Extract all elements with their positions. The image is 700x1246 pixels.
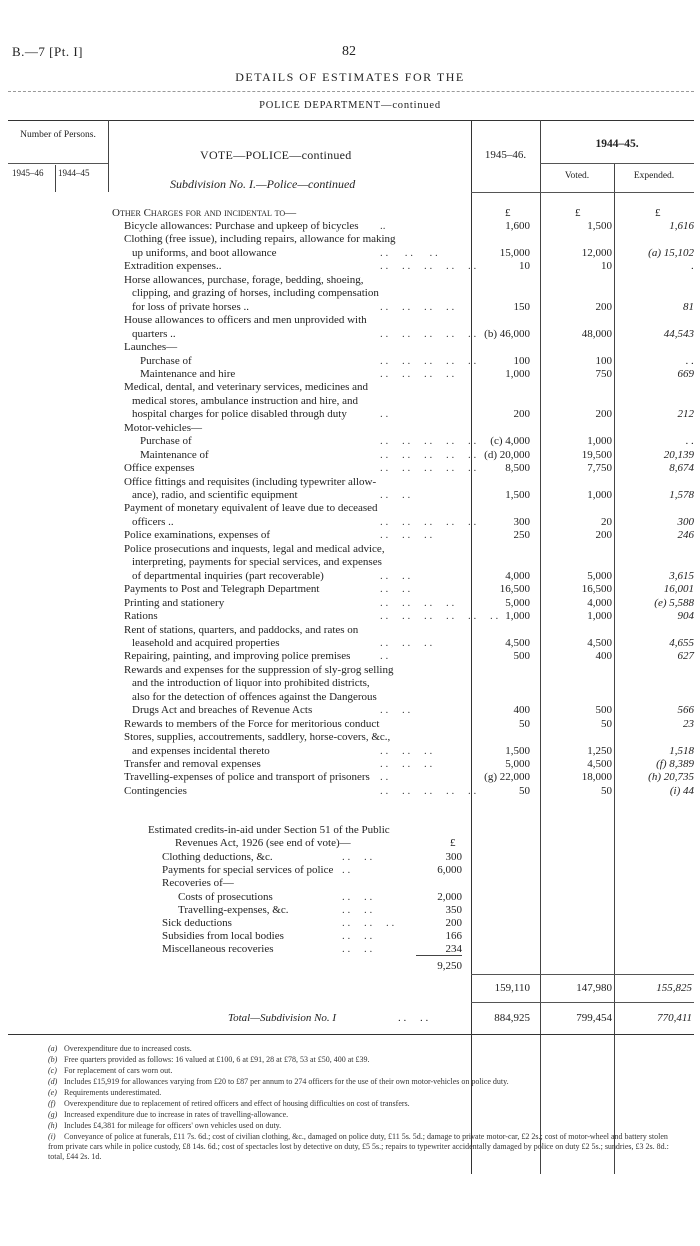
col-head-voted: Voted.	[564, 171, 590, 181]
row-description: also for the detection of offences against the Dangerous	[132, 690, 377, 703]
row-description: officers ..	[132, 515, 174, 528]
row-description: Transfer and removal expenses	[124, 758, 261, 770]
credit-item-leader: . . . .	[342, 943, 373, 956]
row-voted-1944-45: 500	[595, 704, 612, 717]
estimate-row	[0, 785, 700, 798]
row-leader: . . . . . .	[380, 529, 433, 542]
credit-item-amount: 2,000	[437, 890, 462, 903]
credit-item-amount: 350	[445, 903, 462, 916]
row-expended-1944-45: (a) 15,102	[648, 246, 694, 259]
row-expended-1944-45: . .	[685, 435, 694, 448]
row-description: Purchase of	[140, 354, 192, 367]
row-expended-1944-45: 246	[677, 529, 694, 542]
row-voted-1944-45: 200	[595, 529, 612, 542]
row-description: hospital charges for police disabled through duty	[132, 408, 347, 421]
estimate-row	[0, 247, 700, 260]
row-leader: . . . . . .	[380, 744, 433, 757]
row-voted-1944-45: 48,000	[581, 327, 612, 340]
row-description: Drugs Act and breaches of Revenue Acts	[132, 704, 313, 717]
row-expended-1944-45: 904	[677, 610, 694, 623]
estimate-row	[0, 489, 700, 502]
page-title: DETAILS OF ESTIMATES FOR THE	[235, 70, 465, 84]
row-description: up uniforms, and boot allowance	[132, 246, 277, 259]
estimate-row	[0, 624, 700, 637]
col-head-1945-46: 1945–46.	[484, 149, 527, 161]
total-label: Total—Subdivision No. I	[228, 1012, 337, 1024]
row-description: Launches—	[124, 341, 178, 354]
currency-expended: £	[655, 207, 661, 219]
number-of-persons-head: Number of Persons.	[20, 130, 96, 140]
row-voted-1944-45: 18,000	[581, 771, 612, 784]
row-description: Rewards to members of the Force for meritorious conduct	[124, 717, 380, 730]
estimate-row	[0, 449, 700, 462]
row-voted-1944-45: 4,500	[587, 636, 612, 649]
row-voted-1944-45: 100	[595, 354, 612, 367]
row-leader: . . . . . . . . . .	[380, 354, 477, 367]
credits-heading-2: Revenues Act, 1926 (see end of vote)—	[175, 837, 351, 849]
row-description: Rations	[124, 610, 158, 623]
footnote-label: (d)	[48, 1077, 58, 1086]
credits-currency: £	[450, 837, 456, 849]
footnote-label: (i)	[48, 1132, 56, 1141]
estimate-row	[0, 476, 700, 489]
row-estimate-1945-46: 15,000	[499, 246, 530, 259]
row-leader: . . . . . . . . . .	[380, 515, 477, 528]
row-voted-1944-45: 20	[601, 515, 612, 528]
page-number: 82	[342, 44, 356, 59]
row-description: Rent of stations, quarters, and paddocks, and rates on	[124, 623, 359, 636]
row-description: Police prosecutions and inquests, legal and medical advice,	[124, 542, 385, 555]
row-description: Horse allowances, purchase, forage, bedding, shoeing,	[124, 273, 364, 286]
estimate-row	[0, 731, 700, 744]
row-expended-1944-45: 1,578	[669, 489, 694, 501]
page-reference: B.—7 [Pt. I]	[12, 44, 83, 59]
estimate-row	[0, 691, 700, 704]
estimate-row	[0, 650, 700, 663]
estimate-row	[0, 368, 700, 381]
credit-item-label: Costs of prosecutions	[178, 890, 273, 903]
row-estimate-1945-46: 16,500	[499, 583, 530, 596]
estimate-row	[0, 395, 700, 408]
credit-item-amount: 200	[445, 917, 462, 929]
row-leader: . . . . . . . .	[380, 300, 455, 313]
row-expended-1944-45: 4,655	[669, 636, 694, 649]
estimate-row	[0, 301, 700, 314]
credit-item-leader: . . . .	[342, 851, 373, 863]
year-subhead-rule	[540, 163, 694, 164]
estimate-row	[0, 220, 700, 233]
row-description: Travelling-expenses of police and transport of prisoners	[124, 771, 370, 784]
estimate-row	[0, 583, 700, 596]
estimate-row	[0, 704, 700, 717]
estimate-row	[0, 771, 700, 784]
estimate-row	[0, 529, 700, 542]
row-estimate-1945-46: 50	[519, 784, 530, 797]
row-expended-1944-45: .	[691, 260, 694, 273]
row-expended-1944-45: 20,139	[663, 448, 694, 461]
row-leader: . . . . . . . . . .	[380, 784, 477, 797]
row-leader: . . . . . . . . . .	[380, 435, 477, 448]
row-description: Office fittings and requisites (including typewriter allow-	[124, 475, 377, 488]
row-expended-1944-45: 3,615	[669, 569, 694, 582]
credit-item-amount: 234	[445, 943, 462, 956]
row-description: medical stores, ambulance instruction and hire, and	[132, 394, 359, 407]
row-estimate-1945-46: 150	[513, 300, 530, 313]
row-estimate-1945-46: (b) 46,000	[484, 327, 530, 340]
row-leader: . .	[380, 650, 389, 663]
row-leader: ..	[380, 220, 386, 232]
footnote	[48, 1044, 678, 1054]
row-estimate-1945-46: 5,000	[505, 596, 530, 609]
estimate-row	[0, 758, 700, 771]
row-estimate-1945-46: 10	[519, 260, 530, 273]
row-estimate-1945-46: (d) 20,000	[484, 448, 530, 461]
row-leader: . . . . . . . . . .	[380, 448, 477, 461]
row-estimate-1945-46: 50	[519, 717, 530, 730]
row-estimate-1945-46: 100	[513, 354, 530, 367]
footnote-text: Free quarters provided as follows: 16 valued at £100, 6 at £91, 28 at £78, 53 at £50, 400 at £39.	[62, 1055, 370, 1064]
row-voted-1944-45: 4,000	[587, 596, 612, 609]
footnote	[48, 1099, 678, 1109]
row-voted-1944-45: 1,000	[587, 489, 612, 501]
row-expended-1944-45: (f) 8,389	[656, 758, 694, 770]
footnote	[48, 1055, 678, 1065]
estimate-row	[0, 274, 700, 287]
estimate-row	[0, 287, 700, 300]
estimate-row	[0, 556, 700, 569]
row-voted-1944-45: 1,500	[587, 220, 612, 232]
department-title: POLICE DEPARTMENT—continued	[259, 100, 441, 111]
credit-item-label: Subsidies from local bodies	[162, 930, 284, 943]
row-expended-1944-45: 627	[677, 650, 694, 663]
estimate-row	[0, 341, 700, 354]
subtotal-expended: 155,825	[656, 982, 692, 994]
row-description: House allowances to officers and men unprovided with	[124, 314, 367, 327]
row-expended-1944-45: 16,001	[663, 583, 694, 596]
row-description: Clothing (free issue), including repairs, allowance for making	[124, 233, 396, 246]
total-leader: . . . .	[398, 1012, 429, 1024]
row-description: Extradition expenses..	[124, 260, 222, 273]
row-estimate-1945-46: 1,500	[505, 489, 530, 501]
row-voted-1944-45: 4,500	[587, 758, 612, 770]
header-rule	[8, 91, 694, 92]
footnote	[48, 1121, 678, 1131]
row-expended-1944-45: 566	[677, 704, 694, 717]
estimate-row	[0, 637, 700, 650]
vote-heading: VOTE—POLICE—continued	[200, 148, 352, 162]
footnote	[48, 1110, 678, 1120]
row-description: Repairing, painting, and improving police premises	[124, 650, 351, 663]
estimate-row	[0, 381, 700, 394]
row-expended-1944-45: 300	[677, 515, 694, 528]
subtotal-rule	[471, 974, 694, 975]
row-description: leasehold and acquired properties	[132, 636, 280, 649]
row-leader: . .	[380, 408, 389, 421]
footnote-label: (b)	[48, 1055, 58, 1064]
row-voted-1944-45: 1,000	[587, 610, 612, 623]
credit-item-label: Recoveries of—	[162, 877, 234, 890]
credit-item-leader: . . . .	[342, 890, 373, 903]
estimate-row	[0, 543, 700, 556]
row-estimate-1945-46: 1,000	[505, 610, 530, 623]
footnote-label: (c)	[48, 1066, 57, 1075]
total-rule	[471, 1002, 694, 1003]
row-leader: . . . . . .	[380, 758, 433, 770]
footnote-label: (e)	[48, 1088, 57, 1097]
row-description: quarters ..	[132, 327, 176, 340]
estimate-row	[0, 597, 700, 610]
row-description: clipping, and grazing of horses, including compensation	[132, 287, 379, 300]
estimate-row	[0, 233, 700, 246]
row-estimate-1945-46: 300	[513, 515, 530, 528]
row-leader: . . . . . . . . . .	[380, 462, 477, 475]
persons-year-b: 1944–45	[58, 168, 90, 178]
total-voted: 799,454	[576, 1012, 612, 1024]
row-description: Police examinations, expenses of	[124, 529, 271, 542]
row-expended-1944-45: 212	[677, 408, 694, 421]
row-description: Medical, dental, and veterinary services, medicines and	[124, 381, 369, 394]
row-description: and expenses incidental thereto	[132, 744, 270, 757]
persons-divider	[108, 120, 109, 192]
row-leader: . . . .	[380, 583, 411, 596]
row-estimate-1945-46: 1,600	[505, 220, 530, 232]
row-voted-1944-45: 7,750	[587, 462, 612, 475]
persons-rule	[8, 163, 108, 164]
footnote	[48, 1066, 678, 1076]
row-voted-1944-45: 1,250	[587, 744, 612, 757]
credit-item-label: Sick deductions	[162, 917, 232, 929]
row-estimate-1945-46: 1,500	[505, 744, 530, 757]
credits-total: 9,250	[437, 960, 462, 972]
row-expended-1944-45: 1,616	[669, 220, 694, 232]
row-expended-1944-45: 669	[677, 367, 694, 380]
footnote-text: Includes £4,381 for mileage for officers' own vehicles used on duty.	[62, 1121, 282, 1130]
row-description: interpreting, payments for special services, and expenses	[132, 556, 382, 569]
row-description: Payment of monetary equivalent of leave due to deceased	[124, 502, 378, 515]
row-leader: . . . .	[380, 489, 411, 501]
row-description: ance), radio, and scientific equipment	[132, 489, 298, 501]
row-description: Maintenance of	[140, 448, 209, 461]
row-estimate-1945-46: 200	[513, 408, 530, 421]
footnote-text: For replacement of cars worn out.	[62, 1066, 173, 1075]
credit-item-label: Clothing deductions, &c.	[162, 851, 273, 863]
row-estimate-1945-46: 4,500	[505, 636, 530, 649]
row-expended-1944-45: . .	[685, 354, 694, 367]
total-expended: 770,411	[657, 1012, 692, 1024]
row-estimate-1945-46: 8,500	[505, 462, 530, 475]
colhead-bottom-rule	[471, 192, 694, 193]
row-leader: . . . .	[380, 569, 411, 582]
footnote-label: (f)	[48, 1099, 56, 1108]
row-leader: . .	[380, 771, 389, 784]
row-expended-1944-45: (e) 5,588	[654, 596, 694, 609]
footnote-label: (g)	[48, 1110, 58, 1119]
credit-item-leader: . . . . . .	[342, 917, 395, 929]
row-leader: . . . . . .	[380, 636, 433, 649]
row-voted-1944-45: 12,000	[581, 246, 612, 259]
row-voted-1944-45: 5,000	[587, 569, 612, 582]
estimate-row	[0, 677, 700, 690]
row-expended-1944-45: (h) 20,735	[648, 771, 694, 784]
row-voted-1944-45: 200	[595, 408, 612, 421]
credits-total-rule	[416, 955, 462, 956]
row-estimate-1945-46: 500	[513, 650, 530, 663]
footnote-text: Overexpenditure due to increased costs.	[62, 1044, 192, 1053]
footnote	[48, 1088, 678, 1098]
table-bottom-rule	[8, 1034, 694, 1035]
row-description: Printing and stationery	[124, 596, 225, 609]
row-description: for loss of private horses ..	[132, 300, 250, 313]
footnote-text: Requirements underestimated.	[62, 1088, 162, 1097]
row-description: Office expenses	[124, 462, 195, 475]
estimate-row	[0, 435, 700, 448]
row-voted-1944-45: 400	[595, 650, 612, 663]
persons-year-a: 1945–46	[12, 168, 44, 178]
row-description: Purchase of	[140, 435, 192, 448]
row-estimate-1945-46: (c) 4,000	[490, 435, 530, 448]
estimate-row	[0, 664, 700, 677]
col-head-1944-45: 1944–45.	[595, 138, 639, 150]
row-voted-1944-45: 16,500	[581, 583, 612, 596]
row-estimate-1945-46: (g) 22,000	[484, 771, 530, 784]
persons-year-divider	[55, 165, 56, 192]
row-expended-1944-45: 23	[683, 717, 694, 730]
row-leader: . . . . . . . . . . . .	[380, 610, 499, 623]
row-expended-1944-45: 44,543	[663, 327, 694, 340]
row-estimate-1945-46: 5,000	[505, 758, 530, 770]
estimate-row	[0, 355, 700, 368]
estimate-row	[0, 745, 700, 758]
row-description: Stores, supplies, accoutrements, saddlery, horse-covers, &c.,	[124, 731, 391, 744]
credit-item-label: Miscellaneous recoveries	[162, 943, 274, 956]
credit-item-label: Travelling-expenses, &c.	[178, 903, 289, 916]
total-est: 884,925	[494, 1012, 530, 1024]
table-top-rule	[8, 120, 694, 121]
row-voted-1944-45: 200	[595, 300, 612, 313]
row-voted-1944-45: 50	[601, 717, 612, 730]
footnote-text: Includes £15,919 for allowances varying from £20 to £87 per annum to 274 officers for the use of their own motor-vehicles on police duty.	[62, 1077, 509, 1086]
row-leader: . . . .	[380, 704, 411, 717]
estimate-row	[0, 462, 700, 475]
estimate-row	[0, 328, 700, 341]
row-expended-1944-45: 1,518	[669, 744, 694, 757]
row-estimate-1945-46: 250	[513, 529, 530, 542]
footnote-label: (a)	[48, 1044, 58, 1053]
currency-voted: £	[575, 207, 581, 219]
estimate-row	[0, 718, 700, 731]
row-expended-1944-45: 8,674	[669, 462, 694, 475]
row-description: of departmental inquiries (part recoverable)	[132, 569, 324, 582]
row-leader: . . . . . . . .	[380, 367, 455, 380]
credits-heading-1: Estimated credits-in-aid under Section 51 of the Public	[148, 824, 390, 836]
row-description: and the introduction of liquor into prohibited districts,	[132, 677, 370, 690]
credit-item-leader: . . . .	[342, 903, 373, 916]
credit-item-leader: . .	[342, 864, 351, 877]
row-leader: . . . . . . . .	[380, 596, 455, 609]
footnote	[48, 1132, 678, 1162]
credit-item-amount: 166	[445, 930, 462, 943]
estimate-row	[0, 570, 700, 583]
row-voted-1944-45: 19,500	[581, 448, 612, 461]
row-estimate-1945-46: 1,000	[505, 367, 530, 380]
credit-item-label: Payments for special services of police	[162, 864, 334, 877]
row-description: Contingencies	[124, 784, 187, 797]
estimate-row	[0, 422, 700, 435]
subtotal-voted: 147,980	[576, 982, 612, 994]
row-leader: . . . . . .	[380, 246, 438, 259]
row-leader: . . . . . . . . . .	[380, 327, 477, 340]
estimate-row	[0, 610, 700, 623]
credit-item-amount: 300	[445, 851, 462, 863]
section-heading: Other Charges for and incidental to—	[112, 207, 297, 219]
col-head-expended: Expended.	[633, 171, 675, 181]
currency-est: £	[505, 207, 511, 219]
footnote-label: (h)	[48, 1121, 58, 1130]
row-description: Payments to Post and Telegraph Department	[124, 583, 320, 596]
estimate-row	[0, 260, 700, 273]
credit-item-amount: 6,000	[437, 864, 462, 877]
row-expended-1944-45: (i) 44	[669, 784, 694, 797]
row-voted-1944-45: 50	[601, 784, 612, 797]
estimate-row	[0, 408, 700, 421]
row-leader: . . . . . . . . . .	[380, 260, 477, 273]
row-description: Maintenance and hire	[140, 367, 236, 380]
row-description: Motor-vehicles—	[124, 421, 202, 434]
estimate-row	[0, 314, 700, 327]
footnote-text: Overexpenditure due to replacement of retired officers and effect of housing difficulties on cost of transfers.	[62, 1099, 410, 1108]
row-voted-1944-45: 750	[595, 367, 612, 380]
subdivision-heading: Subdivision No. I.—Police—continued	[170, 177, 356, 191]
footnote	[48, 1077, 678, 1087]
row-expended-1944-45: 81	[683, 300, 694, 313]
row-estimate-1945-46: 400	[513, 704, 530, 717]
row-description: Rewards and expenses for the suppression of sly-grog selling	[124, 663, 394, 676]
footnote-text: Conveyance of police at funerals, £11 7s. 6d.; cost of civilian clothing, &c., damaged on police duty, £11 5s. 5d.; damage to private motor-car, £2 2s.; cost of motor-wheel and battery stolen from private cars while in police custody, £8 14s. 6d.; cost of spectacles lost by detective on duty, £5 5s.; repairs to typewriter accidentally damaged by police on duty £2 5s.; sundries, £3 2s. 8d.: total, £44 2s. 1d.	[48, 1132, 669, 1161]
footnote-text: Increased expenditure due to increase in rates of travelling-allowance.	[62, 1110, 289, 1119]
row-description: Bicycle allowances: Purchase and upkeep of bicycles	[124, 220, 359, 232]
row-voted-1944-45: 10	[601, 260, 612, 273]
estimate-row	[0, 516, 700, 529]
estimate-row	[0, 502, 700, 515]
row-voted-1944-45: 1,000	[587, 435, 612, 448]
credit-item-leader: . . . .	[342, 930, 373, 943]
row-estimate-1945-46: 4,000	[505, 569, 530, 582]
subtotal-est: 159,110	[494, 982, 530, 994]
